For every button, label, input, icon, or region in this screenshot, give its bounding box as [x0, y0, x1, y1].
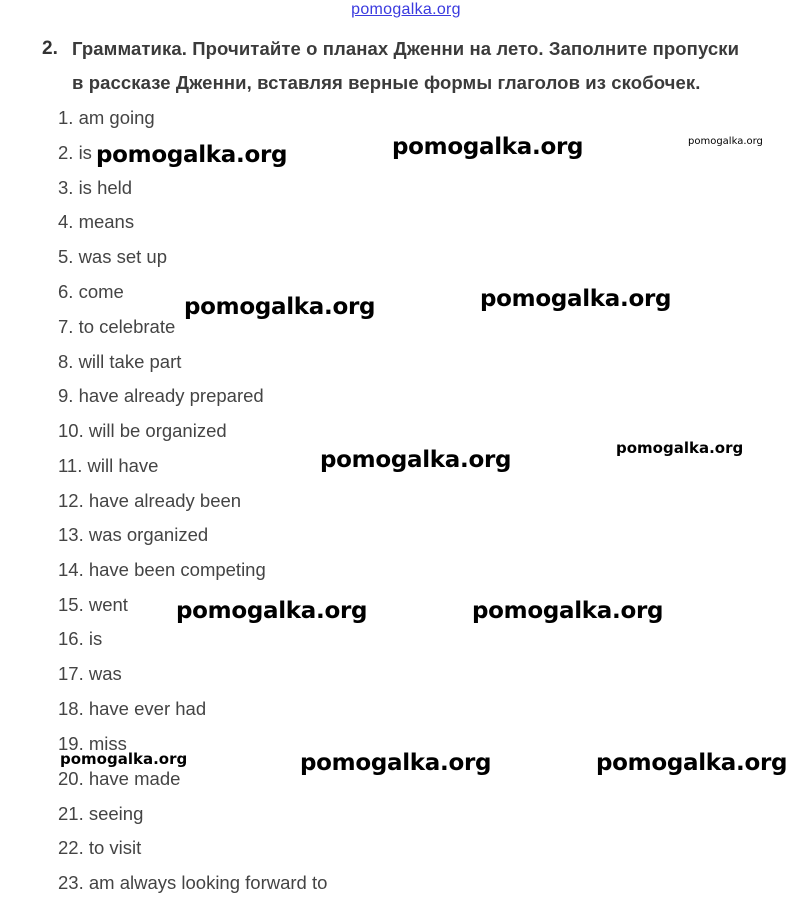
answer-item: 7. to celebrate [58, 316, 176, 337]
answer-item: 18. have ever had [58, 698, 207, 719]
header-site-link[interactable]: pomogalka.org [351, 1, 461, 18]
answer-item: 21. seeing [58, 803, 144, 824]
answer-item: 20. have made [58, 768, 181, 789]
answer-item: 12. have already been [58, 490, 242, 511]
task-instruction-line-1: Грамматика. Прочитайте о планах Дженни на лето. Заполните пропуски [72, 38, 740, 59]
answer-item: 19. miss [58, 733, 127, 754]
answer-item: 3. is held [58, 177, 133, 198]
answer-item: 6. come [58, 281, 124, 302]
answer-item: 14. have been competing [58, 559, 266, 580]
answer-item: 10. will be organized [58, 420, 227, 441]
task-number: 2. [42, 38, 58, 59]
watermark-text: pomogalka.org [596, 750, 788, 776]
watermark-text: pomogalka.org [616, 439, 744, 457]
watermark-text: pomogalka.org [96, 142, 288, 168]
watermark-text: pomogalka.org [472, 598, 664, 624]
watermark-text: pomogalka.org [184, 294, 376, 320]
answer-item: 4. means [58, 211, 135, 232]
answer-item: 1. am going [58, 107, 155, 128]
answer-item: 9. have already prepared [58, 385, 264, 406]
answer-item: 13. was organized [58, 524, 209, 545]
task-instruction-line-2: в рассказе Дженни, вставляя верные формы глаголов из скобочек. [72, 72, 701, 93]
watermark-text: pomogalka.org [688, 136, 763, 147]
answer-item: 23. am always looking forward to [58, 872, 328, 893]
watermark-text: pomogalka.org [392, 134, 584, 160]
answer-item: 17. was [58, 663, 122, 684]
watermark-text: pomogalka.org [60, 750, 188, 768]
answer-item: 16. is [58, 628, 103, 649]
answer-item: 8. will take part [58, 351, 182, 372]
answer-item: 11. will have [58, 455, 159, 476]
watermark-text: pomogalka.org [480, 286, 672, 312]
watermark-text: pomogalka.org [176, 598, 368, 624]
answer-item: 2. is [58, 142, 92, 163]
answer-item: 15. went [58, 594, 128, 615]
watermark-text: pomogalka.org [300, 750, 492, 776]
watermark-text: pomogalka.org [320, 447, 512, 473]
answer-item: 22. to visit [58, 837, 142, 858]
answer-item: 5. was set up [58, 246, 168, 267]
